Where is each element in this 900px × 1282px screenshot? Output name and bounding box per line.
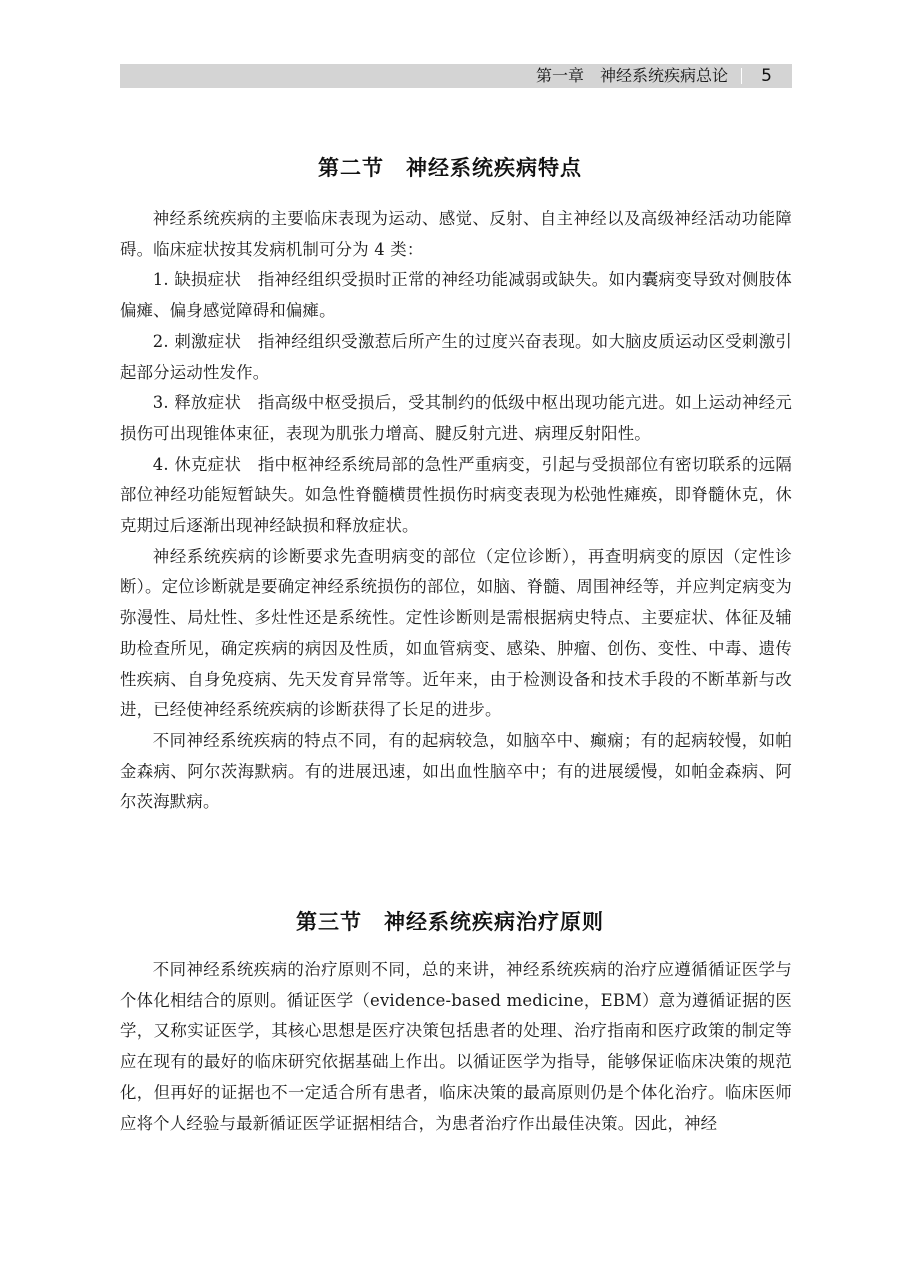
- paragraph: 神经系统疾病的诊断要求先查明病变的部位（定位诊断），再查明病变的原因（定性诊断）。定位诊断就是要确定神经系统损伤的部位，如脑、脊髓、周围神经等，并应判定病变为弥漫性、局灶性、多灶性还是系统性。定性诊断则是需根据病史特点、主要症状、体征及辅助检查所见，确定疾病的病因及性质，如血管病变、感染、肿瘤、创伤、变性、中毒、遗传性疾病、自身免疫病、先天发育异常等。近年来，由于检测设备和技术手段的不断革新与改进，已经使神经系统疾病的诊断获得了长足的进步。: [120, 546, 793, 720]
- paragraph: 4. 休克症状 指中枢神经系统局部的急性严重病变，引起与受损部位有密切联系的远隔部位神经功能短暂缺失。如急性脊髓横贯性损伤时病变表现为松弛性瘫痪，即脊髓休克，休克期过后逐渐出现神经缺损和释放症状。: [120, 454, 792, 536]
- header-divider: [741, 68, 742, 84]
- paragraph: 不同神经系统疾病的特点不同，有的起病较急，如脑卒中、癫痫；有的起病较慢，如帕金森病、阿尔茨海默病。有的进展迅速，如出血性脑卒中；有的进展缓慢，如帕金森病、阿尔茨海默病。: [120, 730, 792, 812]
- section-2-heading: [0, 152, 900, 182]
- paragraph: 2. 刺激症状 指神经组织受激惹后所产生的过度兴奋表现。如大脑皮质运动区受刺激引起部分运动性发作。: [120, 331, 792, 382]
- section-2-body: [120, 204, 792, 818]
- paragraph: 3. 释放症状 指高级中枢受损后，受其制约的低级中枢出现功能亢进。如上运动神经元损伤可出现锥体束征，表现为肌张力增高、腱反射亢进、病理反射阳性。: [120, 393, 792, 443]
- section-2-title: 神经系统疾病特点: [406, 156, 582, 180]
- paragraph: 1. 缺损症状 指神经组织受损时正常的神经功能减弱或缺失。如内囊病变导致对侧肢体偏瘫、偏身感觉障碍和偏瘫。: [120, 270, 792, 321]
- section-3-heading: [0, 906, 900, 936]
- section-3-body: [120, 955, 792, 1139]
- section-3-number: 第三节: [296, 910, 362, 934]
- page-number: 5: [761, 66, 772, 86]
- section-2-number: 第二节: [318, 156, 384, 180]
- section-3-title: 神经系统疾病治疗原则: [384, 910, 604, 934]
- running-header: [120, 64, 792, 88]
- paragraph: 神经系统疾病的主要临床表现为运动、感觉、反射、自主神经以及高级神经活动功能障碍。临床症状按其发病机制可分为 4 类：: [120, 209, 792, 259]
- paragraph: 不同神经系统疾病的治疗原则不同，总的来讲，神经系统疾病的治疗应遵循循证医学与个体化相结合的原则。循证医学（evidence-based medicine，EBM）意为遵循证据的医学，又称实证医学，其核心思想是医疗决策包括患者的处理、治疗指南和医疗政策的制定等应在现有的最好的临床研究依据基础上作出。以循证医学为指导，能够保证临床决策的规范化，但再好的证据也不一定适合所有患者，临床决策的最高原则仍是个体化治疗。临床医师应将个人经验与最新循证医学证据相结合，为患者治疗作出最佳决策。因此，神经: [120, 960, 792, 1133]
- chapter-title: 第一章 神经系统疾病总论: [535, 66, 728, 85]
